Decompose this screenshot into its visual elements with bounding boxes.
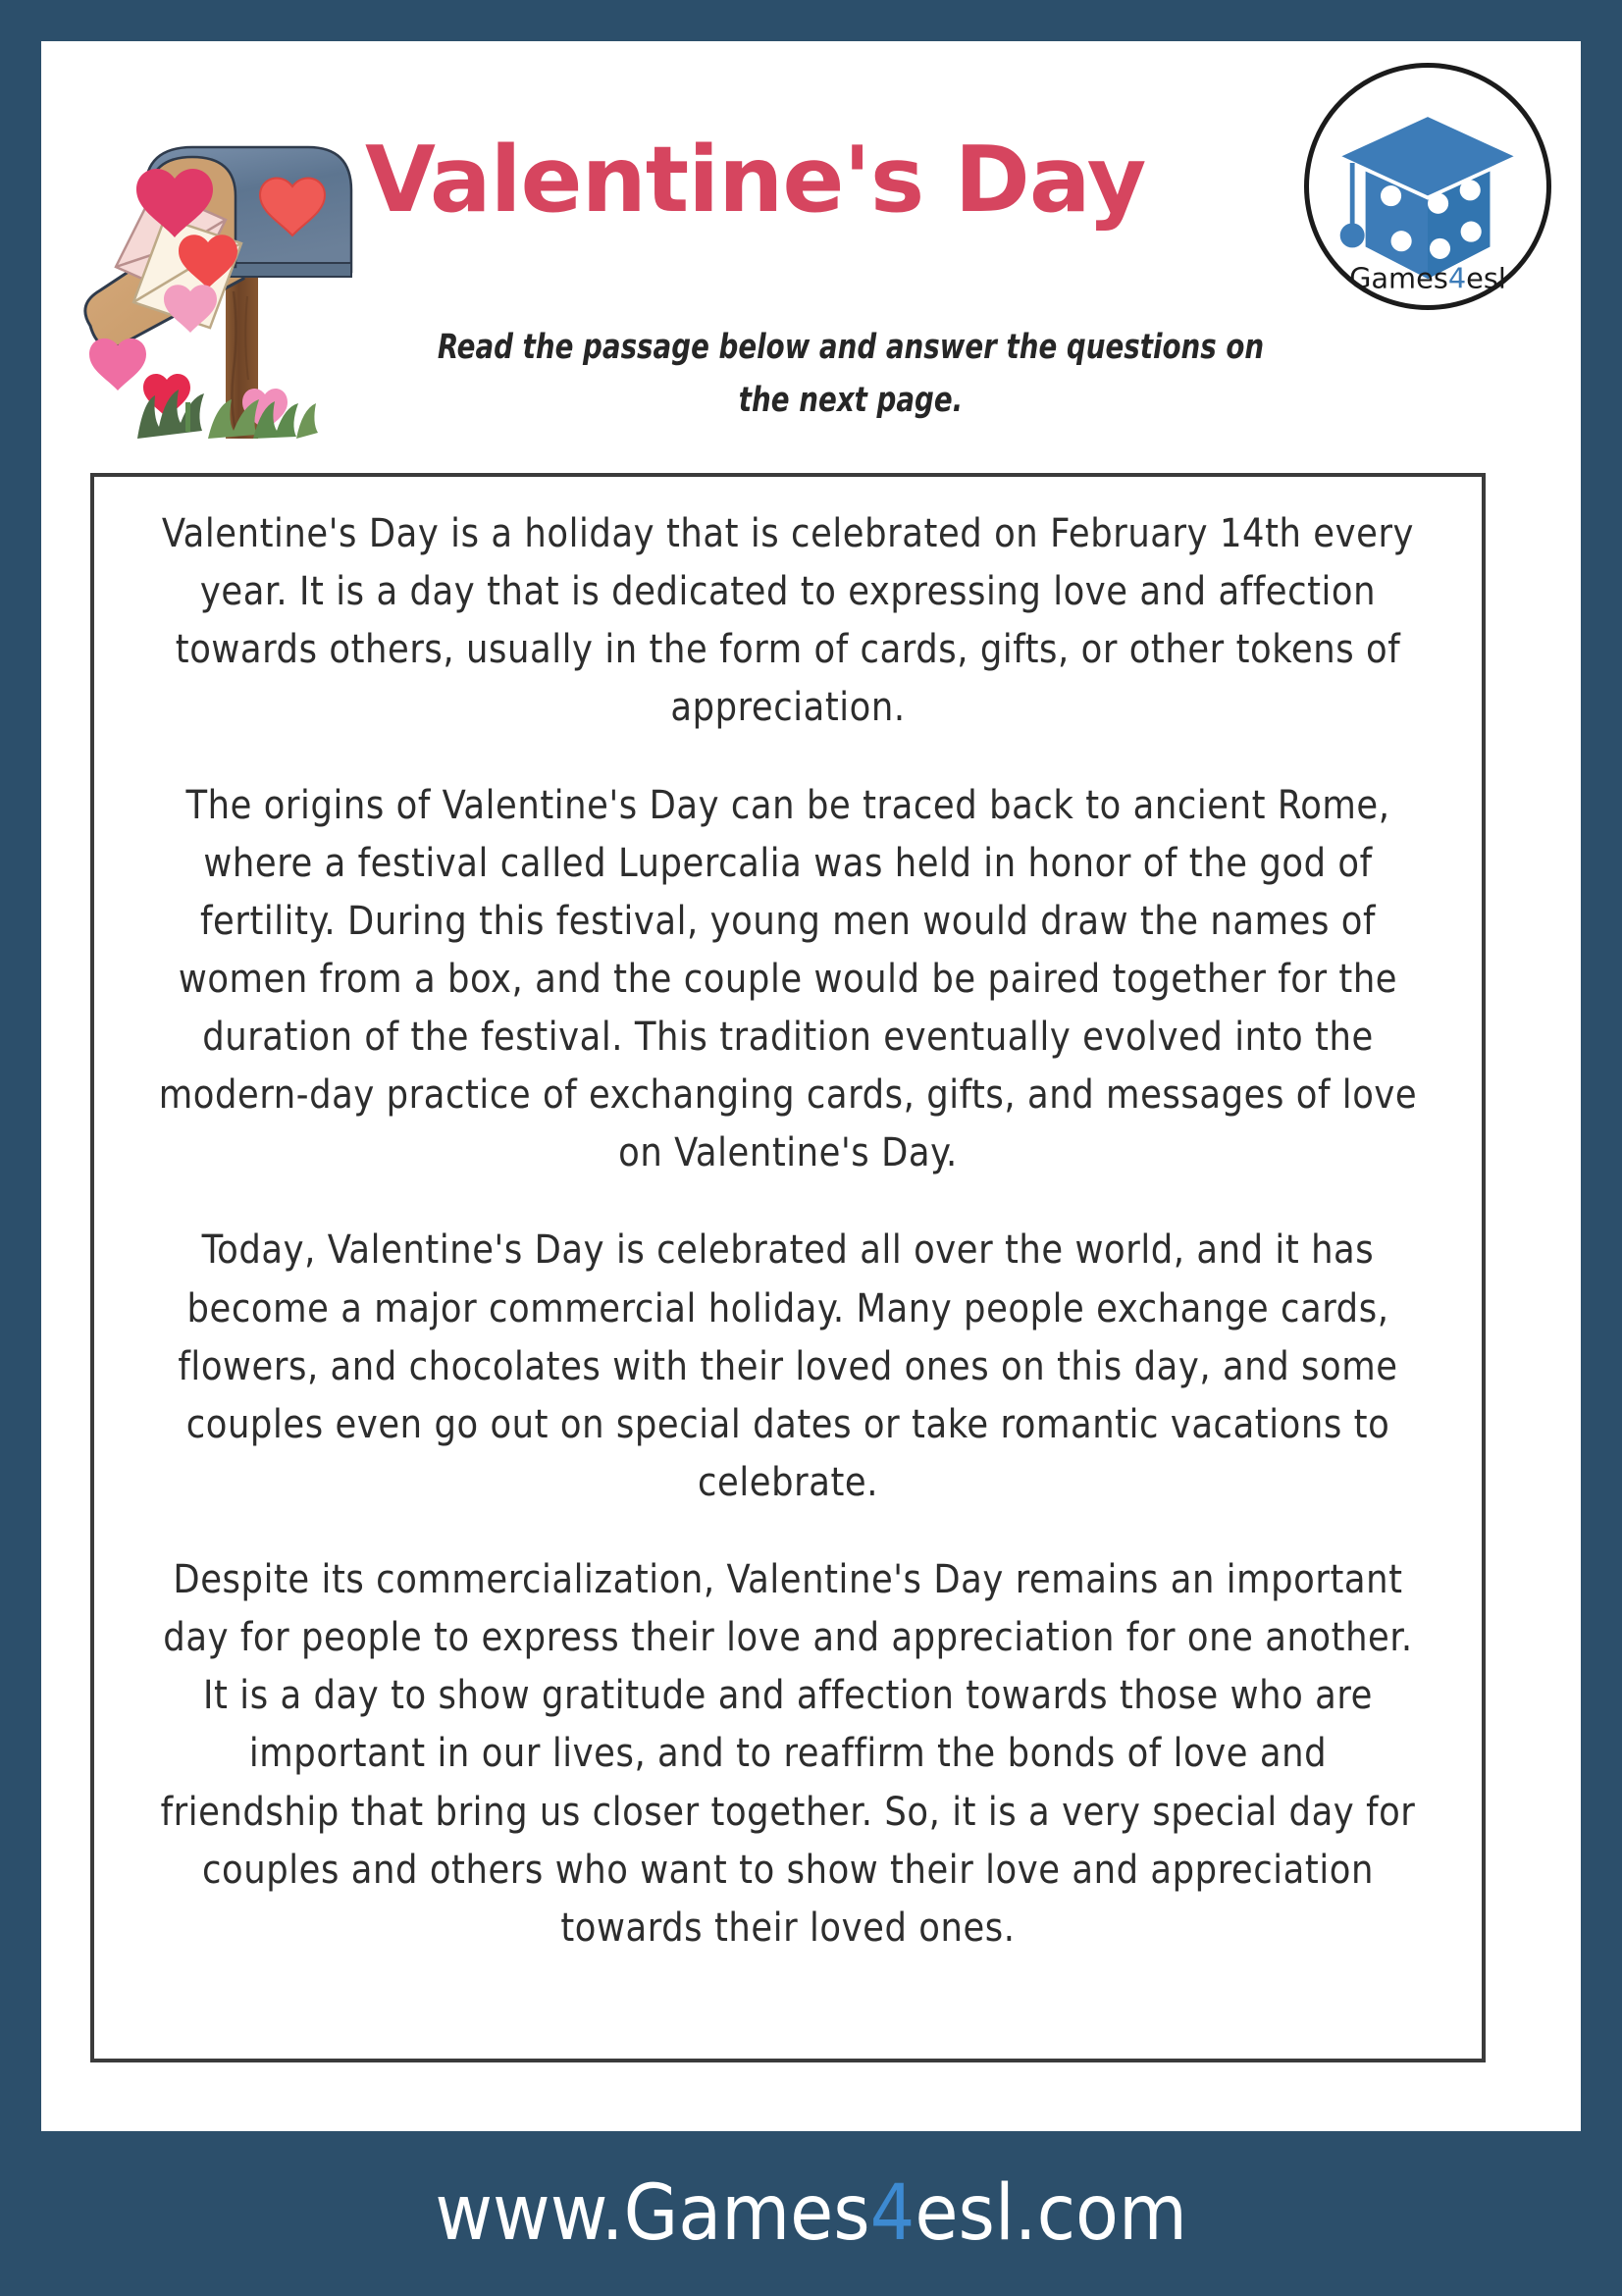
passage-paragraph: Today, Valentine's Day is celebrated all over the world, and it has become a major commercial holiday. Many people exchange cards, flowers, and chocolates with their loved ones on this day, and some couples even go out on special dates or take romantic vacations to celebrate. [178, 1226, 1398, 1505]
games4esl-logo [1304, 63, 1551, 310]
passage-paragraph: Despite its commercialization, Valentine's Day remains an important day for people to express their love and appreciation for one another. It is a day to show gratitude and affection towards those who are important in our lives, and to reaffirm the bonds of love and friendship that bring us closer together. So, it is a very special day for couples and others who want to show their love and appreciation towards their loved ones. [160, 1555, 1416, 1951]
worksheet-header [41, 41, 1581, 453]
title-block [365, 127, 1278, 233]
passage-paragraph: The origins of Valentine's Day can be traced back to ancient Rome, where a festival called Lupercalia was held in honor of the god of fertility. During this festival, young men would draw the names of women from a box, and the couple would be paired together for the duration of the festival. This tradition eventually evolved into the modern-day practice of exchanging cards, gifts, and messages of love on Valentine's Day. [158, 780, 1418, 1176]
footer-url-number: 4 [869, 2169, 916, 2258]
worksheet-sheet [41, 41, 1581, 2131]
logo-text-esl: esl [1466, 261, 1506, 295]
reading-passage-box [90, 473, 1486, 2062]
logo-text-number: 4 [1447, 261, 1467, 295]
footer-url-prefix: www.Games [435, 2169, 870, 2258]
svg-text:Games4esl [1349, 262, 1506, 295]
footer-url-suffix: esl.com [915, 2169, 1187, 2258]
footer-website-url [435, 2169, 1187, 2258]
site-footer [0, 2131, 1622, 2296]
instructions-text: Read the passage below and answer the questions on the next page. [437, 328, 1265, 421]
passage-paragraph: Valentine's Day is a holiday that is celebrated on February 14th every year. It is a day that is dedicated to expressing love and affection towards others, usually in the form of cards, gifts, or other tokens of appreciation. [161, 509, 1415, 731]
logo-text-games: Games [1349, 261, 1448, 295]
page-title: Valentine's Day [365, 127, 1146, 233]
